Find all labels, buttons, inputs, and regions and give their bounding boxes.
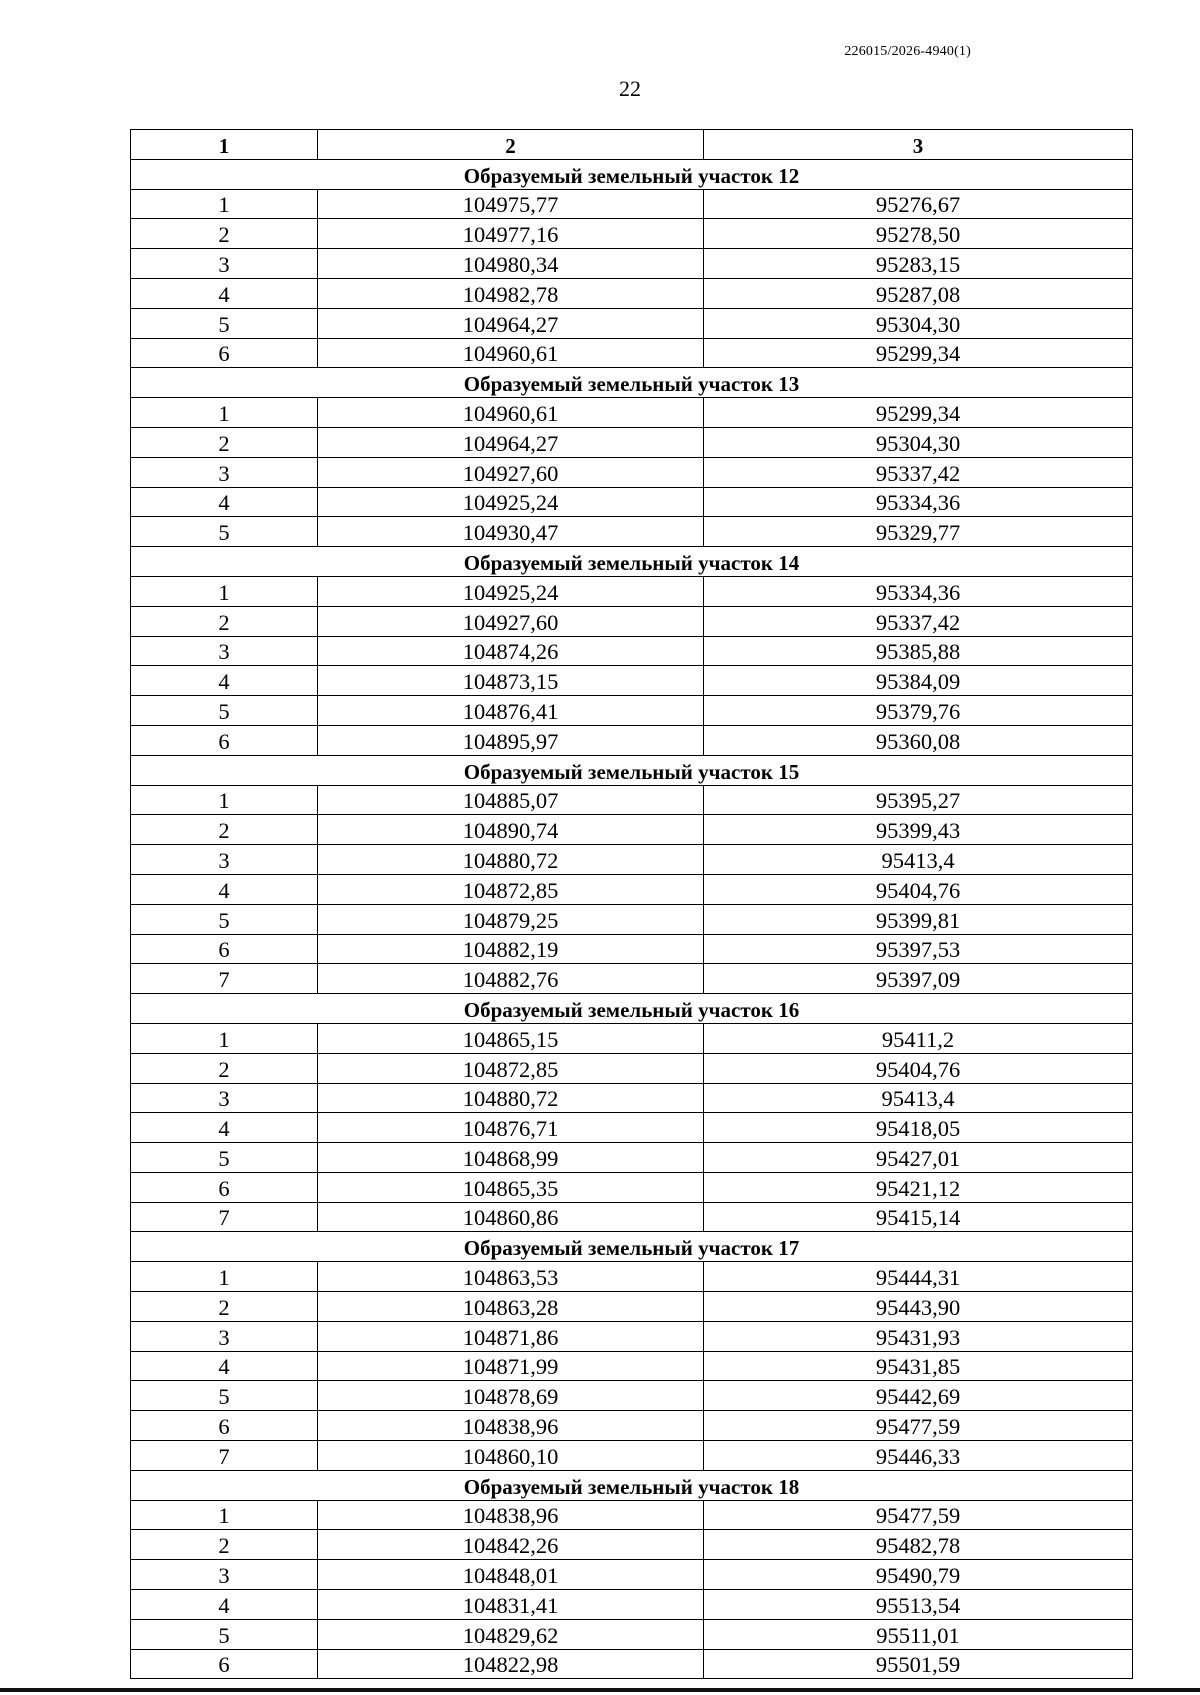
column-header-2: 2 — [318, 130, 704, 160]
table-row — [131, 1441, 1133, 1471]
x-coordinate-cell: 104838,96 — [318, 1411, 704, 1441]
column-header-3: 3 — [704, 130, 1133, 160]
y-coordinate-cell: 95276,67 — [704, 189, 1133, 219]
x-coordinate-cell: 104842,26 — [318, 1530, 704, 1560]
point-number-cell: 4 — [131, 874, 318, 904]
x-coordinate-cell: 104878,69 — [318, 1381, 704, 1411]
section-title: Образуемый земельный участок 12 — [131, 159, 1133, 189]
table-row — [131, 845, 1133, 875]
y-coordinate-cell: 95329,77 — [704, 517, 1133, 547]
section-title: Образуемый земельный участок 18 — [131, 1470, 1133, 1500]
table-row — [131, 1411, 1133, 1441]
table-row — [131, 1023, 1133, 1053]
point-number-cell: 3 — [131, 1083, 318, 1113]
section-title: Образуемый земельный участок 14 — [131, 547, 1133, 577]
y-coordinate-cell: 95385,88 — [704, 636, 1133, 666]
section-title: Образуемый земельный участок 17 — [131, 1232, 1133, 1262]
y-coordinate-cell: 95490,79 — [704, 1560, 1133, 1590]
x-coordinate-cell: 104982,78 — [318, 278, 704, 308]
x-coordinate-cell: 104860,86 — [318, 1202, 704, 1232]
x-coordinate-cell: 104927,60 — [318, 457, 704, 487]
point-number-cell: 4 — [131, 487, 318, 517]
y-coordinate-cell: 95427,01 — [704, 1143, 1133, 1173]
y-coordinate-cell: 95397,09 — [704, 964, 1133, 994]
y-coordinate-cell: 95360,08 — [704, 725, 1133, 755]
table-row — [131, 1351, 1133, 1381]
point-number-cell: 2 — [131, 427, 318, 457]
table-row — [131, 1172, 1133, 1202]
point-number-cell: 2 — [131, 815, 318, 845]
y-coordinate-cell: 95399,43 — [704, 815, 1133, 845]
table-row — [131, 904, 1133, 934]
point-number-cell: 1 — [131, 189, 318, 219]
y-coordinate-cell: 95501,59 — [704, 1649, 1133, 1679]
table-row — [131, 666, 1133, 696]
table-row — [131, 964, 1133, 994]
x-coordinate-cell: 104925,24 — [318, 487, 704, 517]
table-row — [131, 517, 1133, 547]
point-number-cell: 4 — [131, 666, 318, 696]
column-header-1: 1 — [131, 130, 318, 160]
x-coordinate-cell: 104871,86 — [318, 1321, 704, 1351]
point-number-cell: 1 — [131, 1500, 318, 1530]
y-coordinate-cell: 95334,36 — [704, 487, 1133, 517]
y-coordinate-cell: 95404,76 — [704, 874, 1133, 904]
table-row — [131, 398, 1133, 428]
y-coordinate-cell: 95334,36 — [704, 576, 1133, 606]
point-number-cell: 3 — [131, 636, 318, 666]
point-number-cell: 3 — [131, 845, 318, 875]
y-coordinate-cell: 95442,69 — [704, 1381, 1133, 1411]
x-coordinate-cell: 104863,28 — [318, 1292, 704, 1322]
table-row — [131, 249, 1133, 279]
table-row — [131, 1619, 1133, 1649]
table-row — [131, 427, 1133, 457]
table-row — [131, 487, 1133, 517]
x-coordinate-cell: 104848,01 — [318, 1560, 704, 1590]
x-coordinate-cell: 104872,85 — [318, 874, 704, 904]
section-header-row — [131, 1232, 1133, 1262]
point-number-cell: 5 — [131, 904, 318, 934]
x-coordinate-cell: 104975,77 — [318, 189, 704, 219]
x-coordinate-cell: 104822,98 — [318, 1649, 704, 1679]
table-row — [131, 576, 1133, 606]
y-coordinate-cell: 95304,30 — [704, 427, 1133, 457]
coordinates-table — [130, 129, 1133, 1679]
table-row — [131, 1560, 1133, 1590]
table-row — [131, 1381, 1133, 1411]
y-coordinate-cell: 95337,42 — [704, 457, 1133, 487]
table-row — [131, 1202, 1133, 1232]
x-coordinate-cell: 104860,10 — [318, 1441, 704, 1471]
point-number-cell: 3 — [131, 1321, 318, 1351]
y-coordinate-cell: 95418,05 — [704, 1113, 1133, 1143]
y-coordinate-cell: 95299,34 — [704, 398, 1133, 428]
section-header-row — [131, 547, 1133, 577]
table-row — [131, 1083, 1133, 1113]
y-coordinate-cell: 95511,01 — [704, 1619, 1133, 1649]
table-row — [131, 1143, 1133, 1173]
y-coordinate-cell: 95397,53 — [704, 934, 1133, 964]
y-coordinate-cell: 95482,78 — [704, 1530, 1133, 1560]
point-number-cell: 5 — [131, 1381, 318, 1411]
x-coordinate-cell: 104964,27 — [318, 427, 704, 457]
y-coordinate-cell: 95413,4 — [704, 1083, 1133, 1113]
point-number-cell: 4 — [131, 278, 318, 308]
section-header-row — [131, 368, 1133, 398]
point-number-cell: 7 — [131, 1202, 318, 1232]
x-coordinate-cell: 104873,15 — [318, 666, 704, 696]
x-coordinate-cell: 104838,96 — [318, 1500, 704, 1530]
table-row — [131, 1500, 1133, 1530]
point-number-cell: 4 — [131, 1113, 318, 1143]
section-title: Образуемый земельный участок 15 — [131, 755, 1133, 785]
point-number-cell: 6 — [131, 338, 318, 368]
point-number-cell: 6 — [131, 1649, 318, 1679]
x-coordinate-cell: 104868,99 — [318, 1143, 704, 1173]
table-row — [131, 1530, 1133, 1560]
y-coordinate-cell: 95446,33 — [704, 1441, 1133, 1471]
table-row — [131, 874, 1133, 904]
point-number-cell: 2 — [131, 1292, 318, 1322]
y-coordinate-cell: 95384,09 — [704, 666, 1133, 696]
section-title: Образуемый земельный участок 13 — [131, 368, 1133, 398]
point-number-cell: 5 — [131, 517, 318, 547]
table-row — [131, 1113, 1133, 1143]
table-row — [131, 696, 1133, 726]
x-coordinate-cell: 104829,62 — [318, 1619, 704, 1649]
table-row — [131, 338, 1133, 368]
y-coordinate-cell: 95444,31 — [704, 1262, 1133, 1292]
point-number-cell: 2 — [131, 1053, 318, 1083]
point-number-cell: 2 — [131, 606, 318, 636]
table-row — [131, 636, 1133, 666]
y-coordinate-cell: 95443,90 — [704, 1292, 1133, 1322]
x-coordinate-cell: 104882,19 — [318, 934, 704, 964]
point-number-cell: 1 — [131, 785, 318, 815]
x-coordinate-cell: 104930,47 — [318, 517, 704, 547]
x-coordinate-cell: 104925,24 — [318, 576, 704, 606]
y-coordinate-cell: 95404,76 — [704, 1053, 1133, 1083]
y-coordinate-cell: 95431,85 — [704, 1351, 1133, 1381]
x-coordinate-cell: 104863,53 — [318, 1262, 704, 1292]
page-number: 22 — [619, 76, 641, 101]
section-header-row — [131, 1470, 1133, 1500]
point-number-cell: 1 — [131, 1023, 318, 1053]
point-number-cell: 1 — [131, 576, 318, 606]
point-number-cell: 3 — [131, 1560, 318, 1590]
x-coordinate-cell: 104977,16 — [318, 219, 704, 249]
x-coordinate-cell: 104895,97 — [318, 725, 704, 755]
point-number-cell: 1 — [131, 398, 318, 428]
document-id: 226015/2026-4940(1) — [844, 44, 971, 59]
x-coordinate-cell: 104885,07 — [318, 785, 704, 815]
x-coordinate-cell: 104831,41 — [318, 1590, 704, 1620]
table-row — [131, 606, 1133, 636]
y-coordinate-cell: 95287,08 — [704, 278, 1133, 308]
x-coordinate-cell: 104927,60 — [318, 606, 704, 636]
section-title: Образуемый земельный участок 16 — [131, 994, 1133, 1024]
point-number-cell: 6 — [131, 934, 318, 964]
table-row — [131, 1321, 1133, 1351]
point-number-cell: 4 — [131, 1351, 318, 1381]
x-coordinate-cell: 104871,99 — [318, 1351, 704, 1381]
y-coordinate-cell: 95283,15 — [704, 249, 1133, 279]
table-body — [131, 159, 1133, 1679]
point-number-cell: 6 — [131, 1411, 318, 1441]
point-number-cell: 7 — [131, 1441, 318, 1471]
x-coordinate-cell: 104876,71 — [318, 1113, 704, 1143]
y-coordinate-cell: 95395,27 — [704, 785, 1133, 815]
table-row — [131, 785, 1133, 815]
y-coordinate-cell: 95431,93 — [704, 1321, 1133, 1351]
point-number-cell: 2 — [131, 219, 318, 249]
table-row — [131, 1053, 1133, 1083]
point-number-cell: 5 — [131, 696, 318, 726]
x-coordinate-cell: 104880,72 — [318, 1083, 704, 1113]
x-coordinate-cell: 104865,15 — [318, 1023, 704, 1053]
y-coordinate-cell: 95399,81 — [704, 904, 1133, 934]
y-coordinate-cell: 95278,50 — [704, 219, 1133, 249]
table-row — [131, 1292, 1133, 1322]
y-coordinate-cell: 95379,76 — [704, 696, 1133, 726]
x-coordinate-cell: 104960,61 — [318, 338, 704, 368]
table-row — [131, 815, 1133, 845]
x-coordinate-cell: 104876,41 — [318, 696, 704, 726]
table-row — [131, 1590, 1133, 1620]
x-coordinate-cell: 104882,76 — [318, 964, 704, 994]
y-coordinate-cell: 95477,59 — [704, 1500, 1133, 1530]
section-header-row — [131, 159, 1133, 189]
point-number-cell: 2 — [131, 1530, 318, 1560]
point-number-cell: 3 — [131, 249, 318, 279]
table-header-row — [131, 130, 1133, 160]
x-coordinate-cell: 104880,72 — [318, 845, 704, 875]
point-number-cell: 1 — [131, 1262, 318, 1292]
y-coordinate-cell: 95513,54 — [704, 1590, 1133, 1620]
table-row — [131, 934, 1133, 964]
table-row — [131, 278, 1133, 308]
y-coordinate-cell: 95477,59 — [704, 1411, 1133, 1441]
x-coordinate-cell: 104879,25 — [318, 904, 704, 934]
x-coordinate-cell: 104980,34 — [318, 249, 704, 279]
table-row — [131, 1649, 1133, 1679]
point-number-cell: 5 — [131, 1619, 318, 1649]
y-coordinate-cell: 95304,30 — [704, 308, 1133, 338]
x-coordinate-cell: 104890,74 — [318, 815, 704, 845]
table-row — [131, 1262, 1133, 1292]
y-coordinate-cell: 95411,2 — [704, 1023, 1133, 1053]
x-coordinate-cell: 104872,85 — [318, 1053, 704, 1083]
point-number-cell: 6 — [131, 1172, 318, 1202]
point-number-cell: 7 — [131, 964, 318, 994]
table-row — [131, 189, 1133, 219]
x-coordinate-cell: 104874,26 — [318, 636, 704, 666]
y-coordinate-cell: 95299,34 — [704, 338, 1133, 368]
point-number-cell: 3 — [131, 457, 318, 487]
x-coordinate-cell: 104865,35 — [318, 1172, 704, 1202]
table-row — [131, 219, 1133, 249]
point-number-cell: 4 — [131, 1590, 318, 1620]
point-number-cell: 5 — [131, 308, 318, 338]
y-coordinate-cell: 95415,14 — [704, 1202, 1133, 1232]
section-header-row — [131, 994, 1133, 1024]
point-number-cell: 6 — [131, 725, 318, 755]
x-coordinate-cell: 104964,27 — [318, 308, 704, 338]
y-coordinate-cell: 95413,4 — [704, 845, 1133, 875]
y-coordinate-cell: 95421,12 — [704, 1172, 1133, 1202]
section-header-row — [131, 755, 1133, 785]
table-row — [131, 725, 1133, 755]
table-row — [131, 308, 1133, 338]
table-row — [131, 457, 1133, 487]
point-number-cell: 5 — [131, 1143, 318, 1173]
y-coordinate-cell: 95337,42 — [704, 606, 1133, 636]
bottom-rule — [0, 1688, 1200, 1692]
x-coordinate-cell: 104960,61 — [318, 398, 704, 428]
